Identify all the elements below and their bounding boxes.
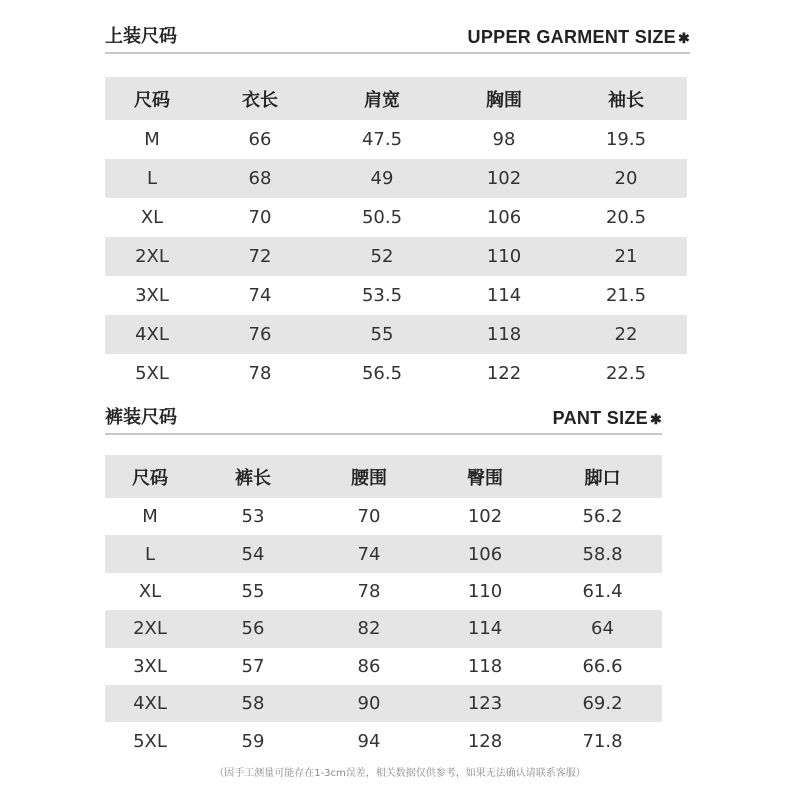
measurement-cell: 123 [427, 685, 543, 722]
measurement-cell: 68 [199, 159, 321, 198]
measurement-cell: 20.5 [605, 207, 647, 228]
size-cell: 3XL [135, 285, 169, 306]
upper-divider [105, 52, 690, 54]
pant-divider [105, 433, 662, 435]
measurement-cell: 53.5 [361, 285, 403, 306]
measurement-cell: 102 [467, 506, 503, 528]
table-row [105, 120, 687, 159]
measurement-cell: 114 [486, 285, 522, 306]
measurement-cell: 70 [357, 506, 381, 528]
size-cell: M [144, 129, 160, 150]
size-cell: 2XL [105, 237, 199, 276]
size-cell: 2XL [105, 610, 195, 647]
size-cell: L [105, 159, 199, 198]
measurement-cell: 57 [241, 655, 265, 677]
measurement-cell: 64 [543, 610, 662, 647]
column-header: 肩宽 [321, 77, 443, 120]
measurement-cell: 122 [486, 363, 522, 384]
measurement-cell: 55 [241, 580, 265, 602]
table-row [105, 610, 662, 647]
measurement-cell: 74 [248, 285, 272, 306]
measurement-cell: 53 [241, 506, 265, 528]
size-cell: L [105, 535, 195, 572]
measurement-cell: 47.5 [361, 129, 403, 150]
star-icon: ✱ [649, 411, 662, 427]
table-row [105, 573, 662, 610]
measurement-cell: 58.8 [543, 535, 662, 572]
upper-table-header-row [105, 77, 687, 120]
column-header: 臀围 [427, 455, 543, 498]
measurement-cell: 66 [248, 129, 272, 150]
table-row [105, 498, 662, 535]
measurement-cell: 22 [565, 315, 687, 354]
size-cell: XL [138, 580, 162, 602]
size-cell: 4XL [105, 685, 195, 722]
upper-size-header [105, 14, 690, 54]
measurement-cell: 76 [199, 315, 321, 354]
table-row [105, 276, 687, 315]
measurement-cell: 118 [443, 315, 565, 354]
upper-size-table [105, 77, 687, 393]
measurement-cell: 94 [357, 730, 381, 752]
size-cell: 5XL [133, 730, 167, 752]
measurement-cell: 128 [467, 730, 503, 752]
column-header: 脚口 [543, 455, 662, 498]
measurement-cell: 69.2 [543, 685, 662, 722]
table-row [105, 648, 662, 685]
measurement-cell: 61.4 [582, 580, 623, 602]
pant-title-en-text: PANT SIZE [552, 408, 648, 428]
table-row [105, 685, 662, 722]
measurement-cell: 71.8 [582, 730, 623, 752]
pant-title-en [553, 408, 662, 429]
measurement-cell: 56.5 [361, 363, 403, 384]
upper-title-en [468, 27, 690, 48]
measurement-cell: 72 [199, 237, 321, 276]
measurement-cell: 102 [443, 159, 565, 198]
measurement-cell: 66.6 [582, 655, 623, 677]
column-header: 裤长 [195, 455, 311, 498]
column-header: 尺码 [105, 77, 199, 120]
measurement-cell: 58 [195, 685, 311, 722]
measurement-cell: 114 [427, 610, 543, 647]
measurement-cell: 59 [241, 730, 265, 752]
measurement-cell: 52 [321, 237, 443, 276]
column-header: 腰围 [311, 455, 427, 498]
column-header: 衣长 [199, 77, 321, 120]
table-row [105, 198, 687, 237]
measurement-cell: 50.5 [361, 207, 403, 228]
measurement-cell: 86 [357, 655, 381, 677]
measurement-cell: 56.2 [582, 506, 623, 528]
upper-title-cn: 上装尺码 [105, 26, 177, 47]
pant-title-cn: 裤装尺码 [105, 407, 177, 428]
pant-size-header [105, 395, 662, 435]
measurement-cell: 54 [195, 535, 311, 572]
column-header: 袖长 [565, 77, 687, 120]
measurement-cell: 22.5 [605, 363, 647, 384]
measurement-cell: 78 [248, 363, 272, 384]
upper-title-en-text: UPPER GARMENT SIZE [467, 27, 676, 47]
measurement-footnote: （因手工测量可能存在1-3cm误差，相关数据仅供参考，如果无法确认请联系客服） [214, 768, 586, 779]
column-header: 尺码 [105, 455, 195, 498]
measurement-cell: 21.5 [605, 285, 647, 306]
measurement-cell: 78 [357, 580, 381, 602]
size-cell: M [142, 506, 158, 528]
table-row [105, 315, 687, 354]
table-row [105, 354, 687, 393]
size-cell: 4XL [105, 315, 199, 354]
measurement-cell: 110 [443, 237, 565, 276]
measurement-cell: 21 [565, 237, 687, 276]
measurement-cell: 110 [467, 580, 503, 602]
measurement-cell: 55 [321, 315, 443, 354]
table-row [105, 237, 687, 276]
star-icon: ✱ [677, 30, 690, 46]
table-row [105, 159, 687, 198]
table-row [105, 722, 662, 759]
measurement-cell: 49 [321, 159, 443, 198]
measurement-cell: 20 [565, 159, 687, 198]
measurement-cell: 56 [195, 610, 311, 647]
measurement-cell: 70 [248, 207, 272, 228]
column-header: 胸围 [443, 77, 565, 120]
measurement-cell: 74 [311, 535, 427, 572]
table-row [105, 535, 662, 572]
size-cell: 5XL [135, 363, 169, 384]
measurement-cell: 106 [486, 207, 522, 228]
size-cell: 3XL [133, 655, 167, 677]
measurement-cell: 118 [467, 655, 503, 677]
measurement-cell: 90 [311, 685, 427, 722]
measurement-cell: 82 [311, 610, 427, 647]
measurement-cell: 19.5 [605, 129, 647, 150]
pant-size-table [105, 455, 662, 760]
measurement-cell: 98 [492, 129, 516, 150]
pant-table-header-row [105, 455, 662, 498]
measurement-cell: 106 [427, 535, 543, 572]
size-cell: XL [140, 207, 164, 228]
